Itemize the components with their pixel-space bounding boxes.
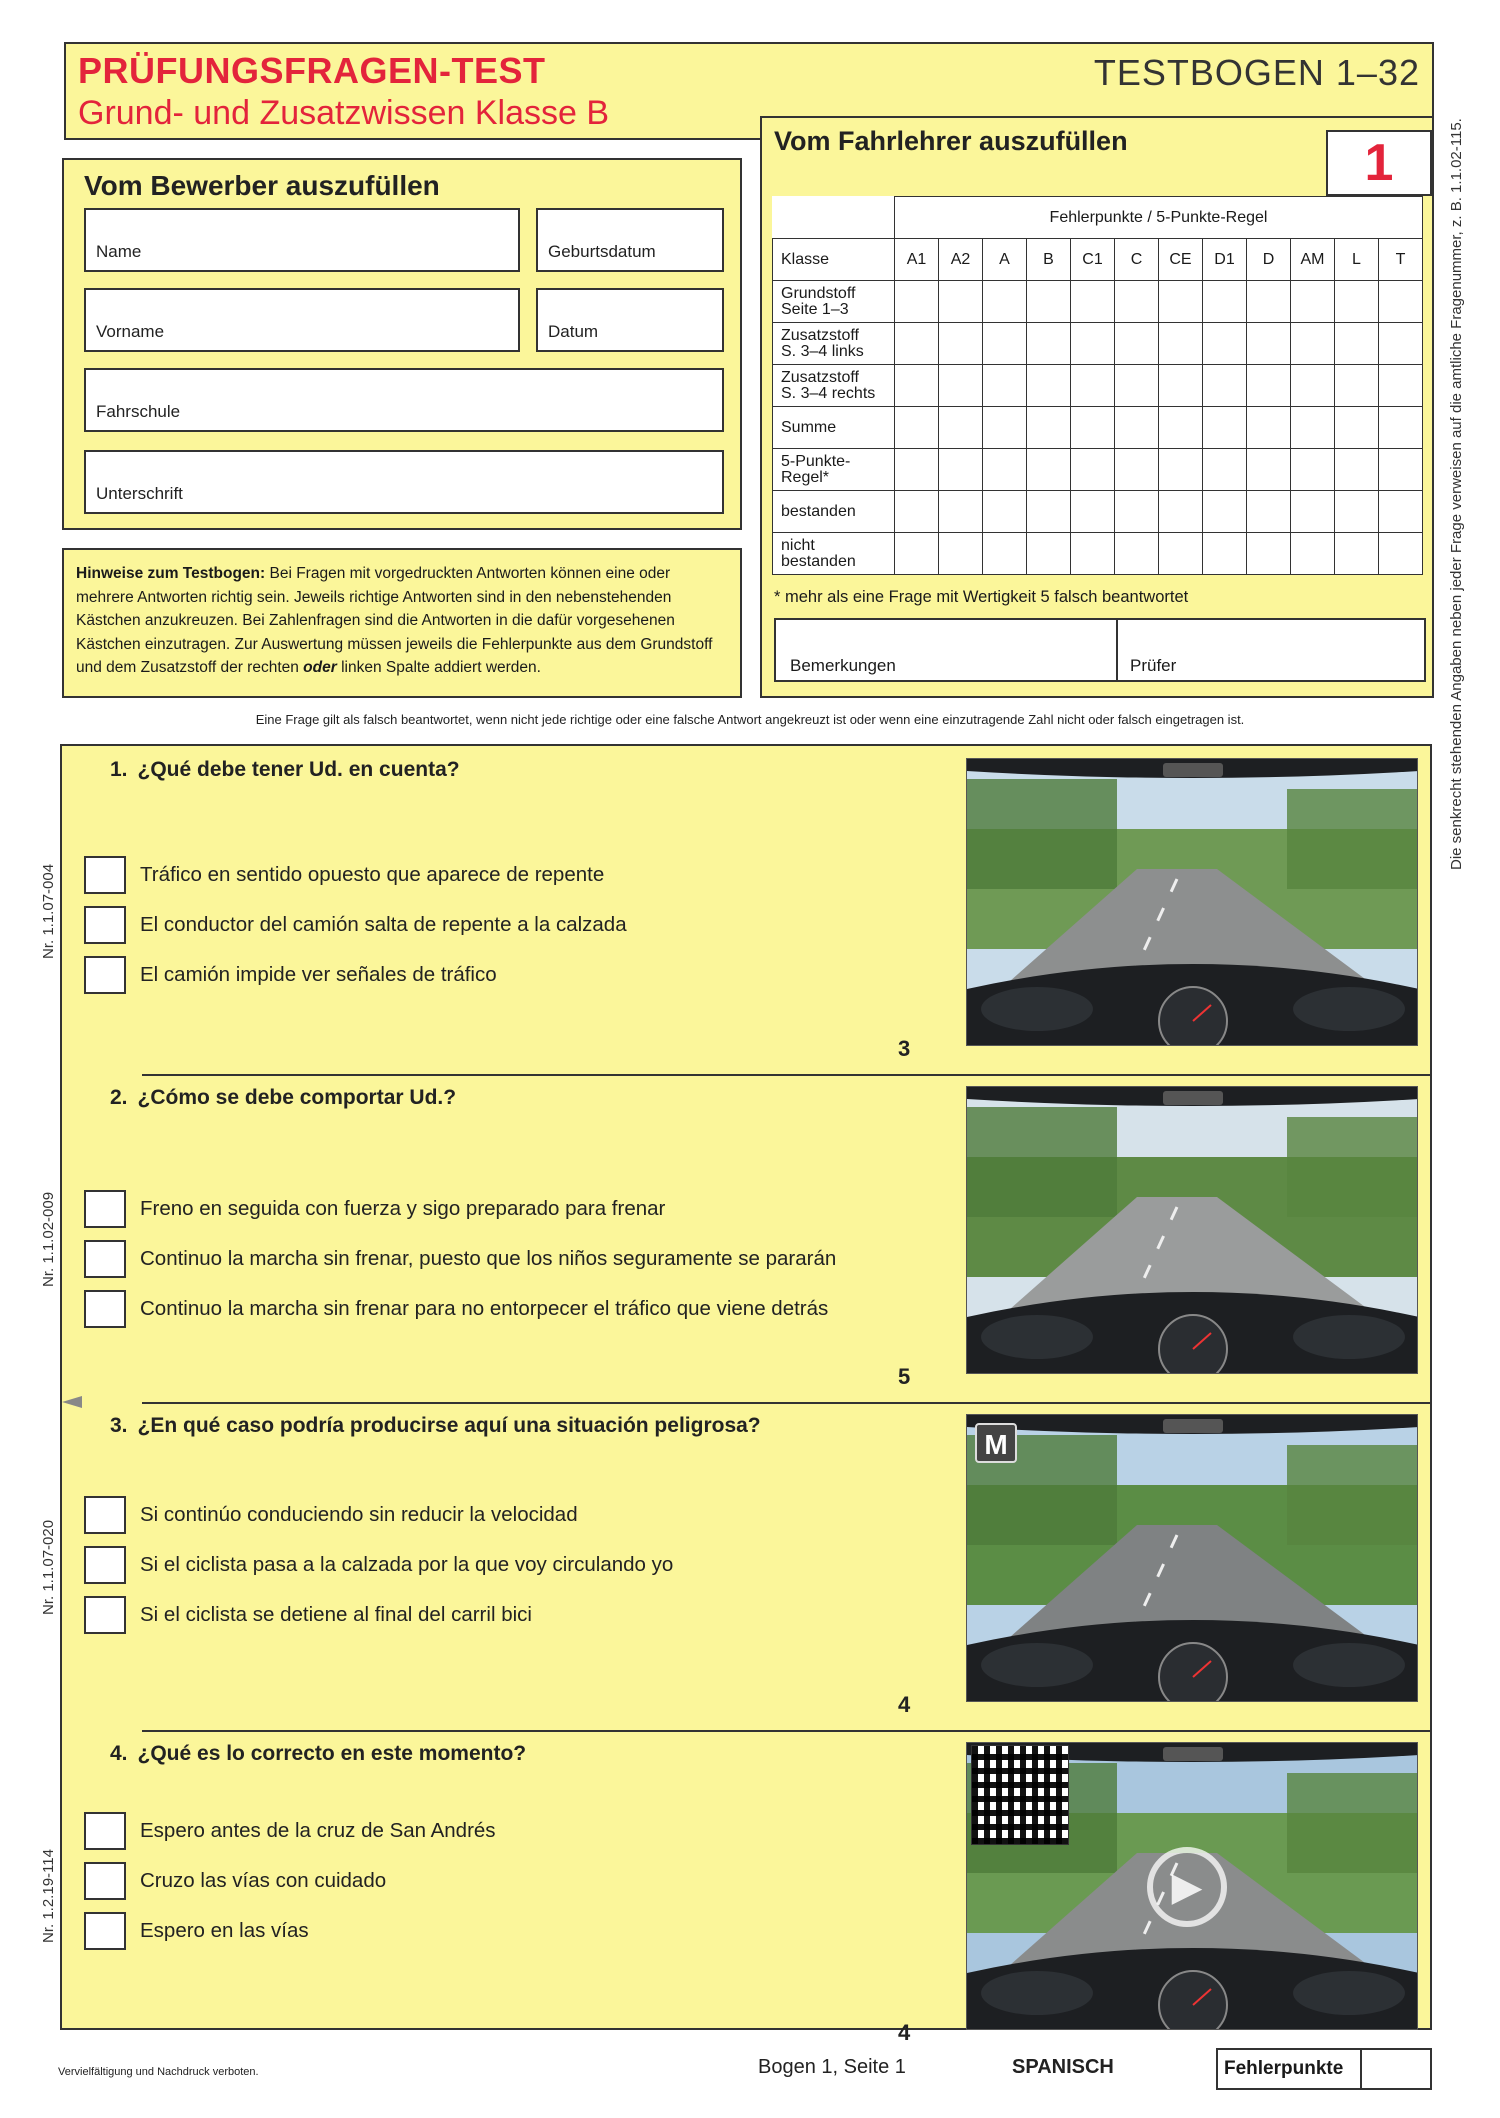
question-title (110, 1086, 456, 1110)
grid-row (773, 323, 1423, 365)
grid-cell[interactable] (1115, 533, 1159, 575)
question-1 (62, 746, 1430, 1076)
driving-school-field[interactable] (84, 368, 724, 432)
grid-cell[interactable] (1247, 533, 1291, 575)
driving-scene-image (967, 1415, 1418, 1702)
answer-text: Continuo la marcha sin frenar, puesto que los niños seguramente se pararán (140, 1247, 837, 1270)
question-text: ¿Qué debe tener Ud. en cuenta? (137, 758, 460, 781)
grid-row-label (773, 407, 895, 449)
answer-text: Continuo la marcha sin frenar para no entorpecer el tráfico que viene detrás (140, 1297, 829, 1320)
class-header-1: A2 (939, 239, 983, 281)
official-question-number: Nr. 1.1.02-009 (40, 1191, 57, 1287)
answer-checkbox[interactable] (84, 1812, 126, 1850)
grid-cell[interactable] (1247, 449, 1291, 491)
answer-text: Cruzo las vías con cuidado (140, 1869, 387, 1892)
grid-cell[interactable] (1291, 365, 1335, 407)
grid-cell[interactable] (983, 365, 1027, 407)
grid-footnote: * mehr als eine Frage mit Wertigkeit 5 falsch beantwortet (774, 588, 1189, 606)
class-header-3: B (1027, 239, 1071, 281)
examiner-label: Prüfer (1130, 656, 1177, 675)
answer-text: El camión impide ver señales de tráfico (140, 963, 497, 986)
class-header-11: T (1379, 239, 1423, 281)
answer-checkbox[interactable] (84, 1596, 126, 1634)
answer-text: Espero antes de la cruz de San Andrés (140, 1819, 496, 1842)
answer-text: Tráfico en sentido opuesto que aparece de repente (140, 863, 605, 886)
grid-cell[interactable] (1203, 323, 1247, 365)
name-field[interactable] (84, 208, 520, 272)
grid-cell[interactable] (895, 449, 939, 491)
question-number: 2. (110, 1086, 128, 1109)
question-3 (62, 1402, 1430, 1732)
grid-cell[interactable] (1247, 407, 1291, 449)
answer-checkbox[interactable] (84, 1862, 126, 1900)
grid-cell[interactable] (1027, 407, 1071, 449)
grid-cell[interactable] (983, 449, 1027, 491)
grid-cell[interactable] (895, 407, 939, 449)
grid-cell[interactable] (939, 365, 983, 407)
question-divider (142, 1730, 1430, 1732)
grid-cell[interactable] (1247, 281, 1291, 323)
play-video-icon[interactable]: ▶ (1147, 1847, 1227, 1927)
class-header-6: CE (1159, 239, 1203, 281)
grid-cell[interactable] (1335, 407, 1379, 449)
answer-checkbox[interactable] (84, 1546, 126, 1584)
grid-cell[interactable] (1379, 407, 1423, 449)
instructions-box (62, 548, 742, 698)
grid-row-label-line1: Grundstoff (781, 284, 856, 302)
question-title (110, 1414, 761, 1438)
grid-cell[interactable] (1027, 449, 1071, 491)
grid-cell[interactable] (1379, 281, 1423, 323)
grid-cell[interactable] (1071, 533, 1115, 575)
grid-cell[interactable] (1159, 323, 1203, 365)
grid-header: Fehlerpunkte / 5-Punkte-Regel (895, 197, 1423, 239)
error-points-divider (1360, 2050, 1362, 2088)
official-question-number: Nr. 1.2.19-114 (40, 1849, 57, 1943)
instructions-heading: Hinweise zum Testbogen: (76, 565, 266, 582)
grid-cell[interactable] (1115, 323, 1159, 365)
grid-cell[interactable] (1247, 365, 1291, 407)
grid-cell[interactable] (1027, 323, 1071, 365)
grid-row (773, 533, 1423, 575)
question-text: ¿Cómo se debe comportar Ud.? (137, 1086, 457, 1109)
grid-cell[interactable] (895, 323, 939, 365)
error-points-label: Fehlerpunkte (1224, 2058, 1344, 2079)
grid-cell[interactable] (1291, 407, 1335, 449)
page-indicator: Bogen 1, Seite 1 (758, 2056, 906, 2078)
grid-cell[interactable] (1071, 323, 1115, 365)
grid-cell[interactable] (1203, 491, 1247, 533)
answer-checkbox[interactable] (84, 1496, 126, 1534)
grid-cell[interactable] (983, 323, 1027, 365)
question-title (110, 758, 460, 782)
class-header-0: A1 (895, 239, 939, 281)
grid-cell[interactable] (1071, 449, 1115, 491)
date-label: Datum (548, 322, 599, 341)
question-text: ¿En qué caso podría producirse aquí una situación peligrosa? (137, 1414, 761, 1437)
grid-row-label-line2: bestanden (781, 552, 856, 570)
answer-checkbox[interactable] (84, 856, 126, 894)
firstname-field[interactable] (84, 288, 520, 352)
question-2 (62, 1074, 1430, 1404)
grid-cell[interactable] (939, 281, 983, 323)
grid-row (773, 281, 1423, 323)
question-number: 1. (110, 758, 128, 781)
applicant-panel-title: Vom Bewerber auszufüllen (84, 170, 440, 201)
test-number-box: 1 (1326, 130, 1432, 196)
question-number: 4. (110, 1742, 128, 1765)
side-reference-note: Die senkrecht stehenden Angaben neben jeder Frage verweisen auf die amtliche Fragenummer, z. B. 1.1.02-115. (1448, 118, 1465, 870)
grid-row-label (773, 533, 895, 575)
question-divider (142, 1074, 1430, 1076)
remarks-label: Bemerkungen (790, 656, 896, 675)
answer-checkbox[interactable] (84, 1290, 126, 1328)
page-subtitle: Grund- und Zusatzwissen Klasse B (78, 94, 610, 132)
pointer-marker (62, 1396, 82, 1408)
question-photo (966, 1414, 1418, 1702)
grid-cell[interactable] (1335, 449, 1379, 491)
grid-cell[interactable] (1115, 449, 1159, 491)
grid-row-label-line1: bestanden (781, 502, 856, 520)
grid-row (773, 491, 1423, 533)
grid-cell[interactable] (1027, 491, 1071, 533)
grid-row-label-line1: nicht (781, 536, 815, 554)
question-points: 4 (898, 1692, 911, 1717)
qr-code-icon[interactable] (971, 1745, 1069, 1845)
grid-cell[interactable] (1203, 533, 1247, 575)
grid-cell[interactable] (895, 491, 939, 533)
evaluation-note: Eine Frage gilt als falsch beantwortet, wenn nicht jede richtige oder eine falsche Antwort angekreuzt ist oder wenn eine einzutragende Zahl nicht oder falsch eingetragen ist. (255, 712, 1245, 727)
grid-cell[interactable] (1027, 281, 1071, 323)
grid-cell[interactable] (1027, 533, 1071, 575)
birthdate-label: Geburtsdatum (548, 242, 656, 261)
grid-cell[interactable] (1159, 407, 1203, 449)
class-header-2: A (983, 239, 1027, 281)
remarks-field[interactable] (774, 618, 1426, 682)
grid-cell[interactable] (1159, 533, 1203, 575)
sheet-number: TESTBOGEN 1–32 (1093, 52, 1420, 93)
grid-row-label-line2: Seite 1–3 (781, 300, 849, 318)
grid-cell[interactable] (895, 533, 939, 575)
grid-cell[interactable] (1203, 449, 1247, 491)
grid-cell[interactable] (1335, 533, 1379, 575)
grid-cell[interactable] (983, 407, 1027, 449)
grid-cell[interactable] (1291, 449, 1335, 491)
class-header-4: C1 (1071, 239, 1115, 281)
grid-cell[interactable] (1379, 491, 1423, 533)
instructor-panel-title: Vom Fahrlehrer auszufüllen (774, 126, 1128, 156)
answer-checkbox[interactable] (84, 1190, 126, 1228)
question-text: ¿Qué es lo correcto en este momento? (137, 1742, 527, 1765)
answer-text: Si el ciclista pasa a la calzada por la que voy circulando yo (140, 1553, 674, 1576)
official-question-number: Nr. 1.1.07-004 (40, 863, 57, 959)
page-title: PRÜFUNGSFRAGEN-TEST (78, 50, 546, 91)
grid-cell[interactable] (1291, 491, 1335, 533)
grid-cell[interactable] (895, 365, 939, 407)
grid-row-label-line1: 5-Punkte- (781, 452, 851, 470)
grid-cell[interactable] (1071, 491, 1115, 533)
grid-cell[interactable] (939, 533, 983, 575)
grid-cell[interactable] (1159, 491, 1203, 533)
instructor-panel (760, 116, 1434, 698)
grid-cell[interactable] (1335, 491, 1379, 533)
grid-corner (773, 197, 895, 239)
grid-cell[interactable] (1159, 365, 1203, 407)
grid-row (773, 449, 1423, 491)
answer-text: Si continúo conduciendo sin reducir la velocidad (140, 1503, 578, 1526)
copyright-note: Vervielfältigung und Nachdruck verboten. (58, 2066, 259, 2078)
question-points: 5 (898, 1364, 911, 1389)
grid-cell[interactable] (1335, 281, 1379, 323)
applicant-panel (62, 158, 742, 530)
driving-school-label: Fahrschule (96, 402, 181, 421)
instructions-oder: oder (303, 659, 337, 676)
question-title (110, 1742, 526, 1766)
questions-panel (60, 744, 1432, 2045)
driving-scene-image (967, 759, 1418, 1046)
grid-row-label (773, 323, 895, 365)
score-grid (772, 196, 1423, 575)
grid-row-label-line1: Summe (781, 418, 837, 436)
grid-cell[interactable] (1071, 281, 1115, 323)
grid-row-label-line2: S. 3–4 rechts (781, 384, 876, 402)
answer-text: El conductor del camión salta de repente a la calzada (140, 913, 627, 936)
language-label: SPANISCH (1012, 2056, 1114, 2078)
signature-field[interactable] (84, 450, 724, 514)
grid-row (773, 365, 1423, 407)
grid-cell[interactable] (983, 491, 1027, 533)
error-points-box[interactable] (1216, 2048, 1432, 2090)
grid-row-label-line1: Zusatzstoff (781, 368, 859, 386)
grid-cell[interactable] (939, 407, 983, 449)
answer-text: Espero en las vías (140, 1919, 309, 1942)
question-photo (966, 758, 1418, 1046)
grid-cell[interactable] (1115, 491, 1159, 533)
grid-cell[interactable] (939, 323, 983, 365)
grid-cell[interactable] (1379, 533, 1423, 575)
grid-cell[interactable] (1335, 365, 1379, 407)
grid-cell[interactable] (1071, 407, 1115, 449)
grid-cell[interactable] (1203, 281, 1247, 323)
grid-cell[interactable] (1071, 365, 1115, 407)
grid-cell[interactable] (1335, 323, 1379, 365)
grid-cell[interactable] (1379, 449, 1423, 491)
grid-cell[interactable] (1159, 449, 1203, 491)
grid-row-label-line2: Regel* (781, 468, 830, 486)
name-label: Name (96, 242, 142, 261)
grid-row-label-line2: S. 3–4 links (781, 342, 864, 360)
answer-checkbox[interactable] (84, 1912, 126, 1950)
answer-checkbox[interactable] (84, 906, 126, 944)
instructions-text-2: linken Spalte addiert werden. (336, 659, 541, 676)
question-points: 4 (898, 2020, 911, 2045)
grid-cell[interactable] (1115, 281, 1159, 323)
birthdate-field[interactable] (536, 208, 724, 272)
class-label: Klasse (773, 239, 895, 281)
grid-row (773, 407, 1423, 449)
grid-cell[interactable] (895, 281, 939, 323)
grid-cell[interactable] (1203, 365, 1247, 407)
grid-row-label (773, 449, 895, 491)
grid-cell[interactable] (1115, 407, 1159, 449)
grid-cell[interactable] (1379, 365, 1423, 407)
grid-cell[interactable] (1159, 281, 1203, 323)
driving-scene-image (967, 1087, 1418, 1374)
answer-checkbox[interactable] (84, 1240, 126, 1278)
class-header-10: L (1335, 239, 1379, 281)
remarks-divider (1116, 620, 1118, 680)
grid-cell[interactable] (1027, 365, 1071, 407)
answer-text: Freno en seguida con fuerza y sigo preparado para frenar (140, 1197, 666, 1220)
firstname-label: Vorname (96, 322, 165, 341)
signature-label: Unterschrift (96, 484, 183, 503)
class-header-9: AM (1291, 239, 1335, 281)
grid-cell[interactable] (1203, 407, 1247, 449)
answer-checkbox[interactable] (84, 956, 126, 994)
class-header-7: D1 (1203, 239, 1247, 281)
class-header-8: D (1247, 239, 1291, 281)
grid-cell[interactable] (1115, 365, 1159, 407)
grid-cell[interactable] (983, 533, 1027, 575)
grid-row-label (773, 491, 895, 533)
question-4 (62, 1730, 1430, 2060)
grid-cell[interactable] (1291, 281, 1335, 323)
question-photo (966, 1742, 1418, 2030)
grid-cell[interactable] (1291, 323, 1335, 365)
grid-cell[interactable] (939, 491, 983, 533)
instructions-text-1: Bei Fragen mit vorgedruckten Antworten können eine oder mehrere Antworten richtig sein. Jeweils richtige Antworten sind in den nebenstehenden Kästchen anzukreuzen. Bei Zahlenfragen sind die Antworten in die dafür vorgesehenen Kästchen einzutragen. Zur Auswertung müssen jeweils die Fehlerpunkte aus dem Grundstoff und dem Zusatzstoff der rechten (76, 565, 713, 676)
date-field[interactable] (536, 288, 724, 352)
media-badge: M (975, 1423, 1017, 1463)
question-divider (142, 1402, 1430, 1404)
official-question-number: Nr. 1.1.07-020 (40, 1519, 57, 1615)
question-photo (966, 1086, 1418, 1374)
answer-text: Si el ciclista se detiene al final del carril bici (140, 1603, 532, 1626)
question-points: 3 (898, 1036, 911, 1061)
grid-cell[interactable] (939, 449, 983, 491)
grid-cell[interactable] (1247, 323, 1291, 365)
grid-cell[interactable] (1247, 491, 1291, 533)
grid-cell[interactable] (983, 281, 1027, 323)
grid-cell[interactable] (1291, 533, 1335, 575)
grid-row-label-line1: Zusatzstoff (781, 326, 859, 344)
grid-cell[interactable] (1379, 323, 1423, 365)
grid-row-label (773, 281, 895, 323)
class-header-5: C (1115, 239, 1159, 281)
grid-row-label (773, 365, 895, 407)
question-number: 3. (110, 1414, 128, 1437)
